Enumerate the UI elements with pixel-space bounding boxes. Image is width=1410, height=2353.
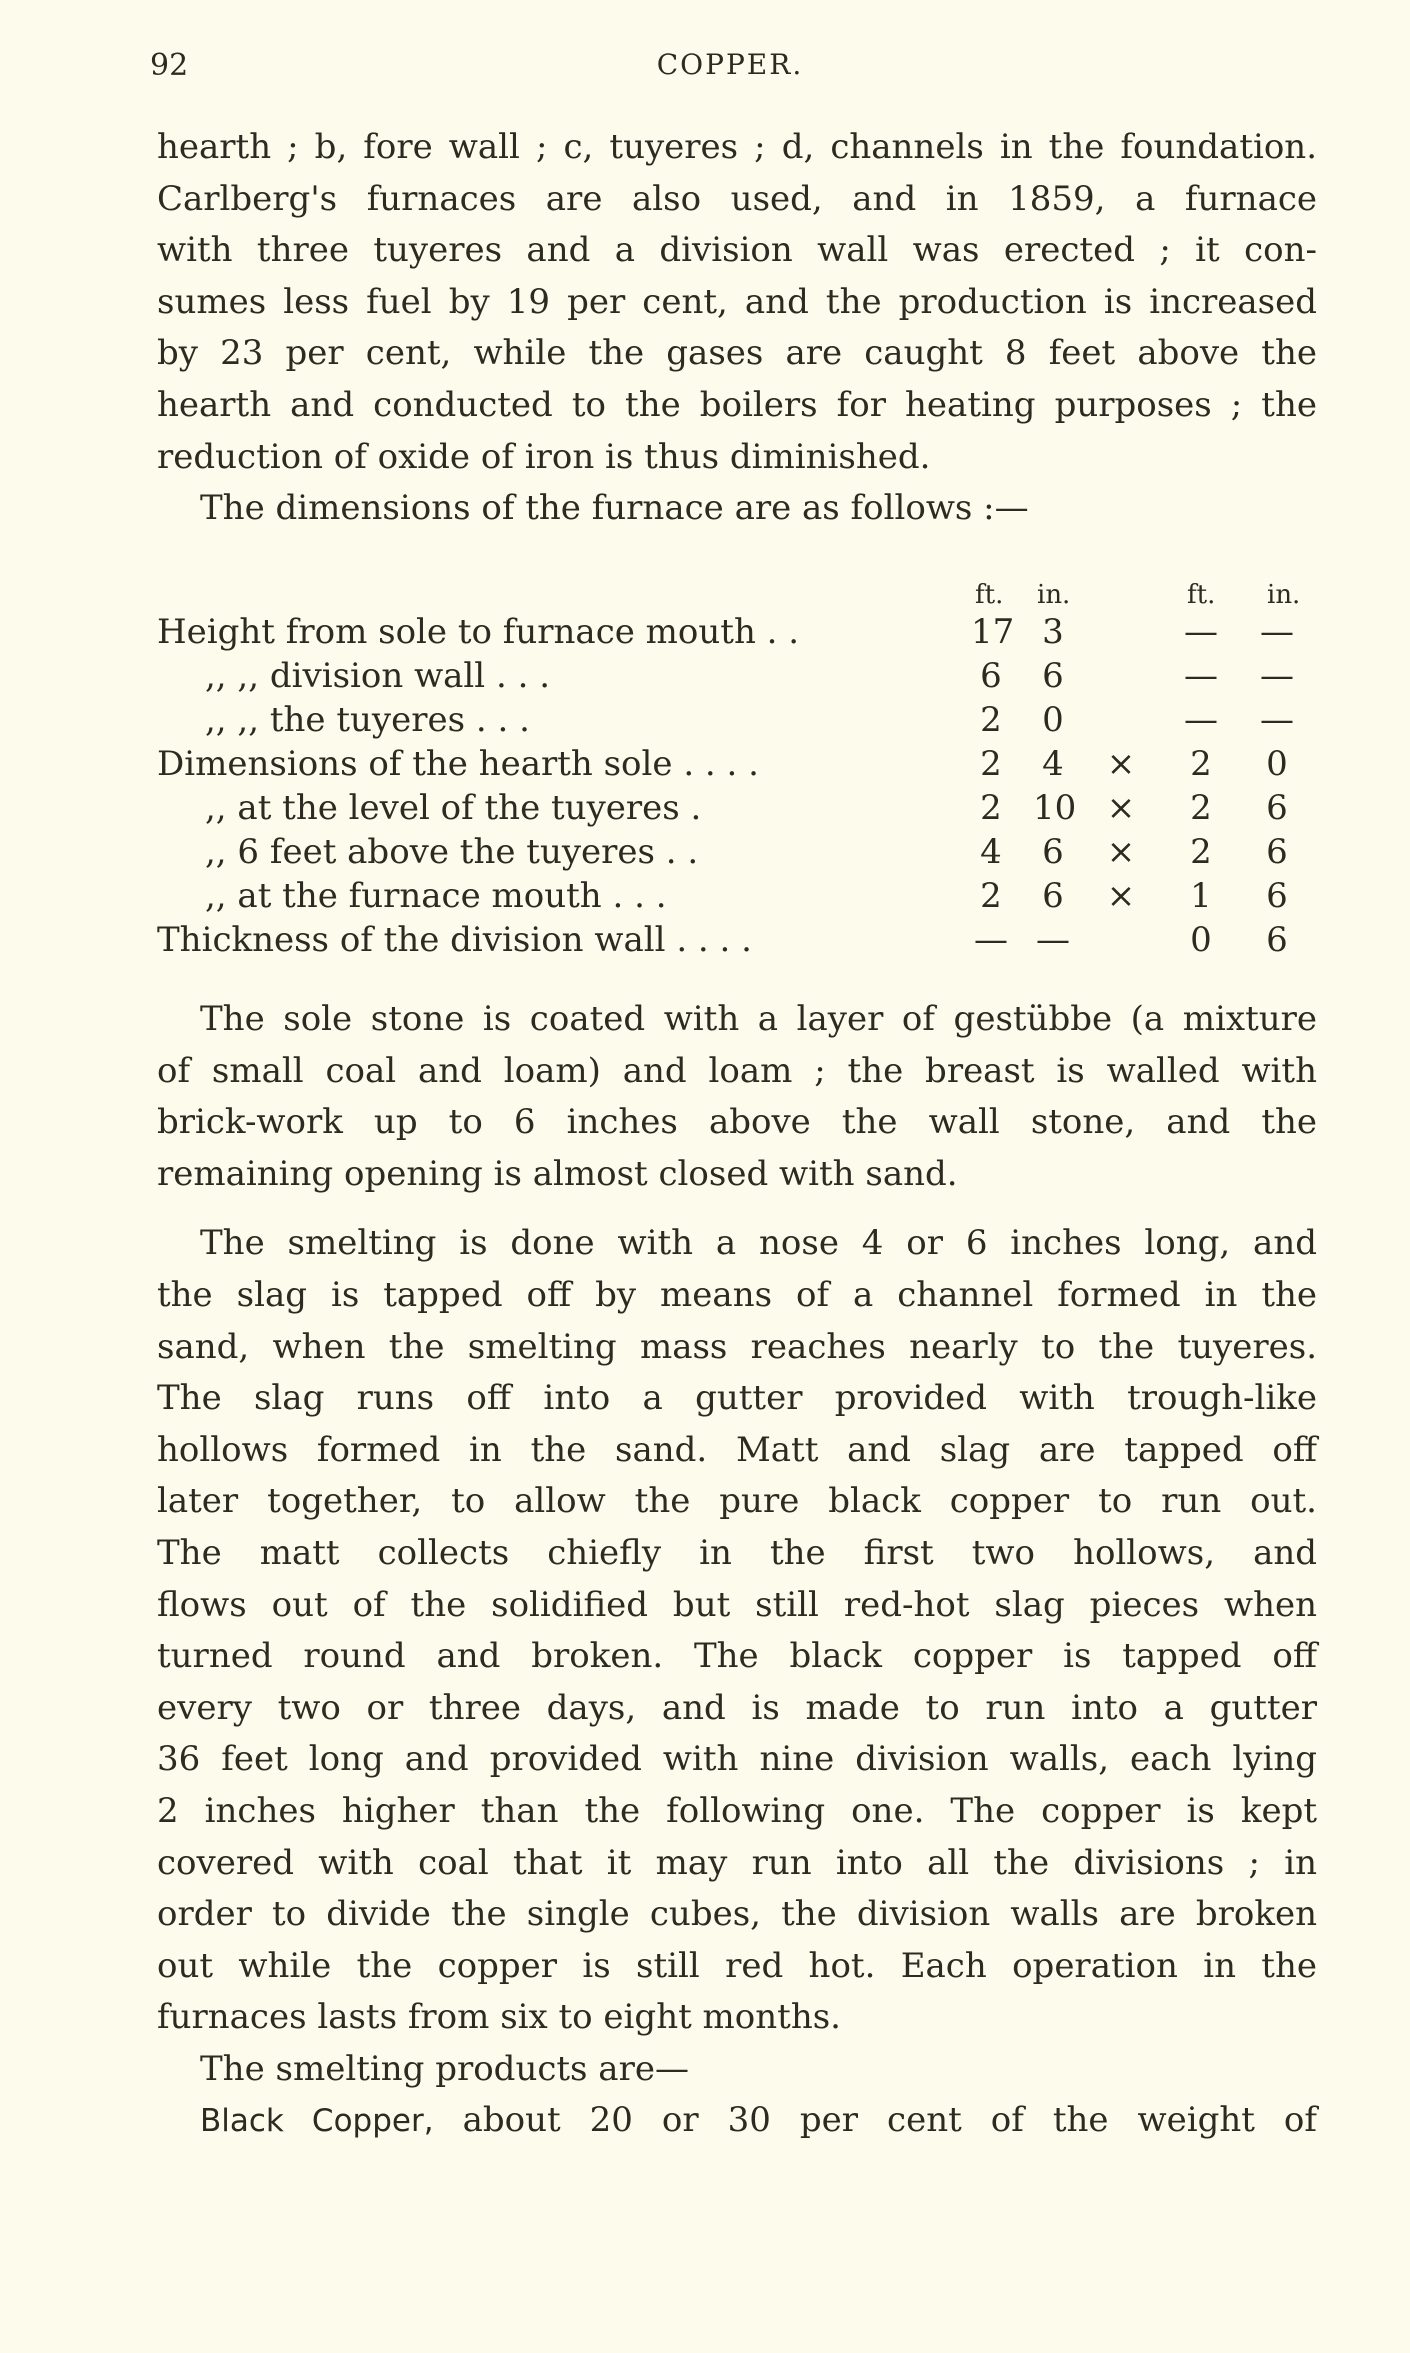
table-row-label: Thickness of the division wall . . . . <box>157 920 752 960</box>
table-cell-in2: — <box>1260 656 1294 696</box>
table-cell-times: × <box>1106 876 1136 916</box>
table-cell-ft2: — <box>1184 656 1218 696</box>
table-cell-ft: 4 <box>980 832 1002 872</box>
text-line: every two or three days, and is made to run into a gutter <box>157 1687 1317 1728</box>
text-line: The slag runs off into a gutter provided with trough-like <box>157 1378 1317 1419</box>
table-cell-ft: 2 <box>980 700 1002 740</box>
table-cell-ft2: — <box>1184 612 1218 652</box>
table-cell-in: 0 <box>1042 700 1064 740</box>
table-cell-in2: 0 <box>1266 744 1288 784</box>
text-line: flows out of the solidified but still red-hot slag pieces when <box>157 1584 1317 1625</box>
table-cell-ft2: 2 <box>1190 788 1212 828</box>
table-cell-in2: 6 <box>1266 788 1288 828</box>
dimensions-table <box>157 580 1317 980</box>
unit-in-1: in. <box>1037 580 1071 610</box>
text-line: reduction of oxide of iron is thus diminished. <box>157 436 931 477</box>
text-line: out while the copper is still red hot. Each operation in the <box>157 1945 1317 1986</box>
table-cell-in: 6 <box>1042 876 1064 916</box>
table-cell-in: — <box>1036 920 1070 960</box>
text-line: 2 inches higher than the following one. The copper is kept <box>157 1790 1317 1831</box>
body-text-upper <box>157 122 1317 535</box>
table-cell-ft: — <box>974 920 1008 960</box>
running-title: COPPER. <box>656 48 804 81</box>
table-cell-in: 6 <box>1042 656 1064 696</box>
text-line: covered with coal that it may run into all the divisions ; in <box>157 1842 1317 1883</box>
table-cell-in2: — <box>1260 700 1294 740</box>
text-line: hearth and conducted to the boilers for heating purposes ; the <box>157 384 1317 425</box>
text-line: sand, when the smelting mass reaches nearly to the tuyeres. <box>157 1326 1317 1367</box>
table-cell-in: 4 <box>1042 744 1064 784</box>
text-line: sumes less fuel by 19 per cent, and the production is increased <box>157 281 1317 322</box>
black-copper-line <box>157 2095 1317 2147</box>
table-row-label: Dimensions of the hearth sole . . . . <box>157 744 759 784</box>
text-line: with three tuyeres and a division wall was erected ; it con- <box>157 230 1317 271</box>
table-cell-in2: 6 <box>1266 832 1288 872</box>
text-line: later together, to allow the pure black copper to run out. <box>157 1481 1317 1522</box>
table-row-label: ,, at the level of the tuyeres . <box>205 788 702 828</box>
text-line: remaining opening is almost closed with sand. <box>157 1153 958 1194</box>
paragraph-3 <box>157 1218 1317 2044</box>
text-line: The sole stone is coated with a layer of gestübbe (a mixture <box>200 999 1317 1039</box>
black-copper-term: Black Copper, <box>200 2103 434 2140</box>
table-cell-in2: 6 <box>1266 876 1288 916</box>
page-header <box>150 48 1310 88</box>
table-cell-times: × <box>1106 832 1136 872</box>
table-cell-ft2: 2 <box>1190 832 1212 872</box>
table-cell-in: 6 <box>1042 832 1064 872</box>
text-line: of small coal and loam) and loam ; the breast is walled with <box>157 1050 1317 1091</box>
table-cell-in: 10 <box>1033 788 1077 828</box>
text-line: brick-work up to 6 inches above the wall stone, and the <box>157 1102 1317 1143</box>
body-text-lower <box>157 994 1317 2147</box>
paragraph-2 <box>157 994 1317 1200</box>
unit-in-2: in. <box>1267 580 1301 610</box>
table-cell-ft2: 0 <box>1190 920 1212 960</box>
table-cell-ft: 6 <box>980 656 1002 696</box>
table-row-label: ,, ,, the tuyeres . . . <box>205 700 530 740</box>
paragraph-1 <box>157 122 1317 483</box>
table-cell-ft2: 1 <box>1190 876 1212 916</box>
table-cell-ft2: — <box>1184 700 1218 740</box>
unit-ft-2: ft. <box>1187 580 1216 610</box>
text-line: the slag is tapped off by means of a channel formed in the <box>157 1274 1317 1315</box>
unit-ft-1: ft. <box>975 580 1004 610</box>
table-row-label: ,, at the furnace mouth . . . <box>205 876 667 916</box>
table-row-label: ,, 6 feet above the tuyeres . . <box>205 832 699 872</box>
text-line: The matt collects chiefly in the first two hollows, and <box>157 1532 1317 1573</box>
text-line: by 23 per cent, while the gases are caught 8 feet above the <box>157 333 1317 374</box>
text-line: furnaces lasts from six to eight months. <box>157 1997 841 2038</box>
table-cell-ft: 2 <box>980 744 1002 784</box>
black-copper-text: about 20 or 30 per cent of the weight of <box>462 2100 1317 2141</box>
table-cell-in: 3 <box>1042 612 1064 652</box>
table-cell-in2: 6 <box>1266 920 1288 960</box>
text-line: hollows formed in the sand. Matt and slag are tapped off <box>157 1429 1317 1470</box>
intro-line: The dimensions of the furnace are as follows :— <box>200 488 1029 529</box>
table-cell-times: × <box>1106 744 1136 784</box>
text-line: Carlberg's furnaces are also used, and in 1859, a furnace <box>157 178 1317 219</box>
table-cell-in2: — <box>1260 612 1294 652</box>
text-line: turned round and broken. The black copper is tapped off <box>157 1636 1317 1677</box>
table-cell-ft: 2 <box>980 788 1002 828</box>
page-number: 92 <box>150 48 189 83</box>
table-cell-ft: 2 <box>980 876 1002 916</box>
table-cell-ft2: 2 <box>1190 744 1212 784</box>
table-cell-ft: 17 <box>971 612 1015 652</box>
text-line: order to divide the single cubes, the division walls are broken <box>157 1894 1317 1935</box>
table-cell-times: × <box>1106 788 1136 828</box>
text-line: 36 feet long and provided with nine division walls, each lying <box>157 1739 1317 1780</box>
products-line: The smelting products are— <box>200 2048 689 2089</box>
text-line: hearth ; b, fore wall ; c, tuyeres ; d, channels in the foundation. <box>157 127 1317 167</box>
table-row-label: ,, ,, division wall . . . <box>205 656 551 696</box>
table-row-label: Height from sole to furnace mouth . . <box>157 612 800 652</box>
text-line: The smelting is done with a nose 4 or 6 inches long, and <box>200 1223 1317 1264</box>
